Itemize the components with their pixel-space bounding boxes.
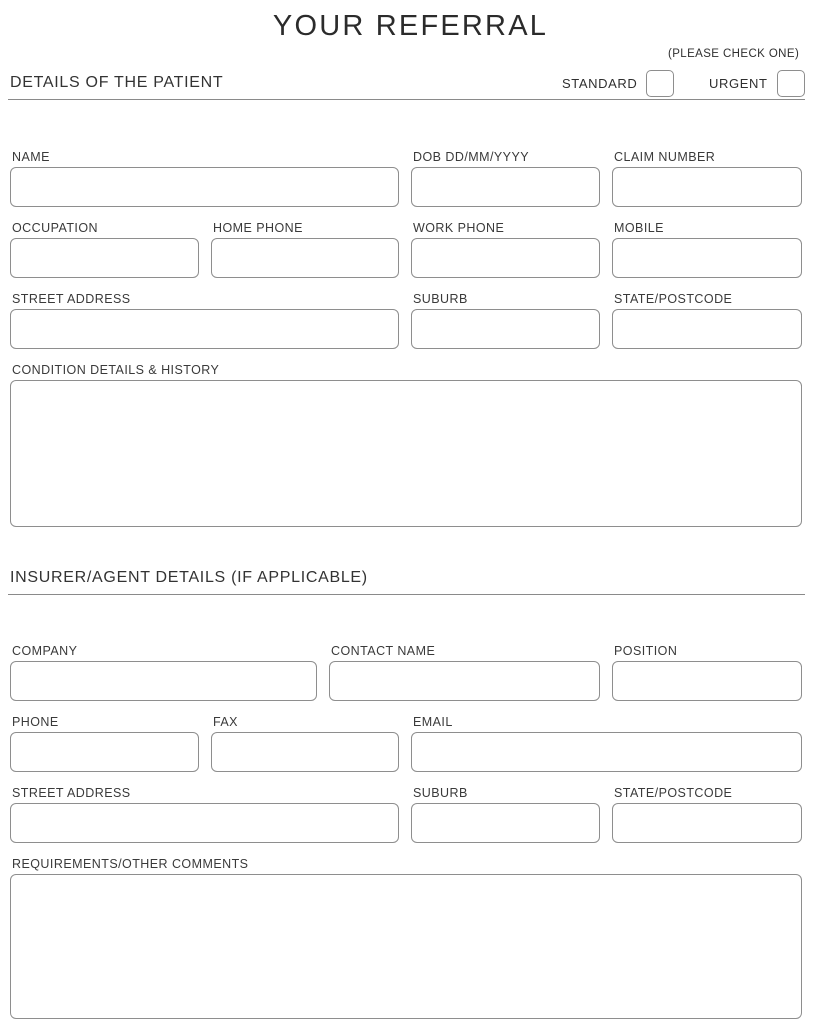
input-patient-occupation[interactable] <box>10 238 199 278</box>
check-option-urgent[interactable] <box>709 70 805 97</box>
input-insurer-street-address[interactable] <box>10 803 399 843</box>
input-patient-mobile[interactable] <box>612 238 802 278</box>
page-title: YOUR REFERRAL <box>272 10 549 42</box>
label-insurer-fax: FAX <box>213 715 238 729</box>
label-patient-dob: DOB DD/MM/YYYY <box>413 150 530 164</box>
section-title-patient: DETAILS OF THE PATIENT <box>10 74 224 91</box>
label-patient-mobile: MOBILE <box>614 221 664 235</box>
label-patient-home-phone: HOME PHONE <box>213 221 303 235</box>
label-condition-details: CONDITION DETAILS & HISTORY <box>12 363 220 377</box>
input-insurer-position[interactable] <box>612 661 802 701</box>
input-insurer-email[interactable] <box>411 732 802 772</box>
input-patient-state-postcode[interactable] <box>612 309 802 349</box>
section-header-patient <box>8 60 805 100</box>
label-insurer-position: POSITION <box>614 644 678 658</box>
checkbox-urgent[interactable] <box>777 70 805 97</box>
input-patient-dob[interactable] <box>411 167 600 207</box>
input-condition-details[interactable] <box>10 380 802 527</box>
check-label-standard: STANDARD <box>562 76 638 91</box>
label-insurer-contact-name: CONTACT NAME <box>331 644 436 658</box>
label-insurer-suburb: SUBURB <box>413 786 468 800</box>
section-title-insurer: INSURER/AGENT DETAILS (IF APPLICABLE) <box>10 569 368 586</box>
checkbox-standard[interactable] <box>646 70 674 97</box>
input-patient-home-phone[interactable] <box>211 238 399 278</box>
label-patient-claim-number: CLAIM NUMBER <box>614 150 716 164</box>
input-insurer-company[interactable] <box>10 661 317 701</box>
input-insurer-phone[interactable] <box>10 732 199 772</box>
check-label-urgent: URGENT <box>709 76 768 91</box>
input-patient-street-address[interactable] <box>10 309 399 349</box>
label-patient-state-postcode: STATE/POSTCODE <box>614 292 733 306</box>
input-patient-name[interactable] <box>10 167 399 207</box>
section-header-insurer <box>8 555 805 595</box>
label-patient-work-phone: WORK PHONE <box>413 221 505 235</box>
label-patient-name: NAME <box>12 150 50 164</box>
input-patient-claim-number[interactable] <box>612 167 802 207</box>
input-insurer-contact-name[interactable] <box>329 661 600 701</box>
input-patient-suburb[interactable] <box>411 309 600 349</box>
label-patient-street-address: STREET ADDRESS <box>12 292 131 306</box>
input-insurer-fax[interactable] <box>211 732 399 772</box>
input-requirements-comments[interactable] <box>10 874 802 1019</box>
input-patient-work-phone[interactable] <box>411 238 600 278</box>
input-insurer-state-postcode[interactable] <box>612 803 802 843</box>
label-insurer-street-address: STREET ADDRESS <box>12 786 131 800</box>
input-insurer-suburb[interactable] <box>411 803 600 843</box>
label-insurer-company: COMPANY <box>12 644 78 658</box>
label-patient-occupation: OCCUPATION <box>12 221 98 235</box>
label-insurer-phone: PHONE <box>12 715 59 729</box>
label-insurer-email: EMAIL <box>413 715 453 729</box>
check-option-standard[interactable] <box>562 70 674 97</box>
check-one-note: (PLEASE CHECK ONE) <box>668 48 800 60</box>
label-requirements-comments: REQUIREMENTS/OTHER COMMENTS <box>12 857 249 871</box>
label-patient-suburb: SUBURB <box>413 292 468 306</box>
section-divider-insurer <box>8 594 805 595</box>
section-divider-patient <box>8 99 805 100</box>
label-insurer-state-postcode: STATE/POSTCODE <box>614 786 733 800</box>
